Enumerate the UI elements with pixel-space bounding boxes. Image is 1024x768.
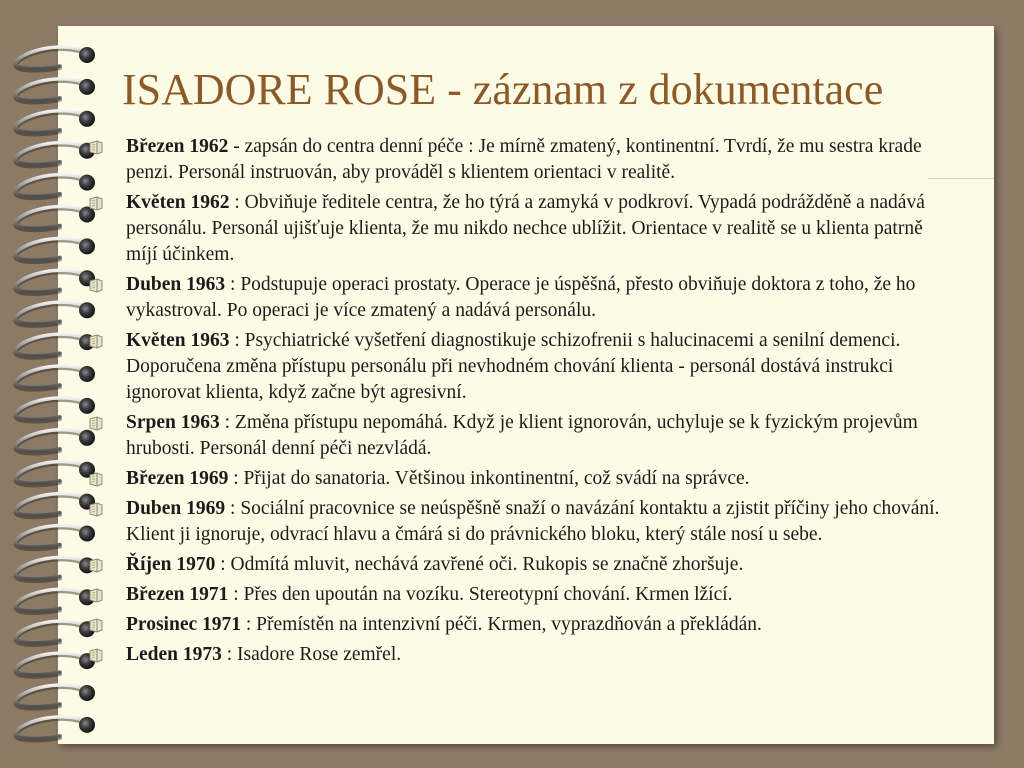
book-bullet-icon (88, 501, 104, 517)
record-entry (126, 272, 946, 324)
record-entry (126, 496, 946, 548)
record-text: : Přes den upoután na vozíku. Stereotypní chování. Krmen lžící. (228, 584, 733, 605)
record-date: Březen 1971 (126, 584, 229, 605)
record-date: Říjen 1970 (126, 554, 216, 575)
record-date: Prosinec 1971 (126, 614, 242, 635)
record-entry (126, 642, 946, 668)
record-date: Květen 1962 (126, 192, 230, 213)
record-text: : Sociální pracovnice se neúspěšně snaží o navázání kontaktu a zjistit příčiny jeho chování. Klient ji ignoruje, odvrací hlavu a čmárá si do právnického bloku, který stále nosí u sebe. (126, 498, 940, 545)
record-date: Srpen 1963 (126, 412, 220, 433)
record-date: Květen 1963 (126, 330, 230, 351)
record-text: : Změna přístupu nepomáhá. Když je klient ignorován, uchyluje se k fyzickým projevům hrubosti. Personál denní péči nezvládá. (126, 412, 918, 459)
record-entry (126, 582, 946, 608)
record-entry (126, 190, 946, 268)
record-text: : Isadore Rose zemřel. (221, 644, 402, 665)
page-title: ISADORE ROSE - záznam z dokumentace (122, 65, 884, 114)
book-bullet-icon (88, 471, 104, 487)
book-bullet-icon (88, 415, 104, 431)
book-bullet-icon (88, 557, 104, 573)
record-list (126, 134, 946, 672)
record-text: : Přemístěn na intenzivní péči. Krmen, vyprazdňován a překládán. (241, 614, 762, 635)
record-entry (126, 552, 946, 578)
record-text: : Obviňuje ředitele centra, že ho týrá a zamyká v podkroví. Vypadá podrážděně a nadává personálu. Personál ujišťuje klienta, že mu nikdo nechce ublížit. Orientace v realitě se u klienta patrně míjí účinkem. (126, 192, 925, 265)
record-entry (126, 328, 946, 406)
record-text: - zapsán do centra denní péče : Je mírně zmatený, kontinentní. Tvrdí, že mu sestra krade penzi. Personál instruován, aby prováděl s klientem orientaci v realitě. (126, 136, 922, 183)
record-date: Březen 1969 (126, 468, 229, 489)
book-bullet-icon (88, 277, 104, 293)
record-text: : Podstupuje operaci prostaty. Operace je úspěšná, přesto obviňuje doktora z toho, že ho vykastroval. Po operaci je více zmatený a nadává personálu. (126, 274, 916, 321)
record-text: : Psychiatrické vyšetření diagnostikuje schizofrenii s halucinacemi a senilní demenci. Doporučena změna přístupu personálu při nevhodném chování klienta - personál dostává instrukci ignorovat klienta, když začne být agresivní. (126, 330, 901, 403)
record-entry (126, 466, 946, 492)
record-text: : Přijat do sanatoria. Většinou inkontinentní, což svádí na správce. (228, 468, 750, 489)
book-bullet-icon (88, 617, 104, 633)
record-entry (126, 134, 946, 186)
record-date: Březen 1962 (126, 136, 229, 157)
record-date: Leden 1973 (126, 644, 222, 665)
book-bullet-icon (88, 139, 104, 155)
record-date: Duben 1969 (126, 498, 226, 519)
book-bullet-icon (88, 195, 104, 211)
record-date: Duben 1963 (126, 274, 226, 295)
record-text: : Odmítá mluvit, nechává zavřené oči. Rukopis se značně zhoršuje. (215, 554, 744, 575)
record-entry (126, 612, 946, 638)
book-bullet-icon (88, 587, 104, 603)
book-bullet-icon (88, 647, 104, 663)
record-entry (126, 410, 946, 462)
book-bullet-icon (88, 333, 104, 349)
